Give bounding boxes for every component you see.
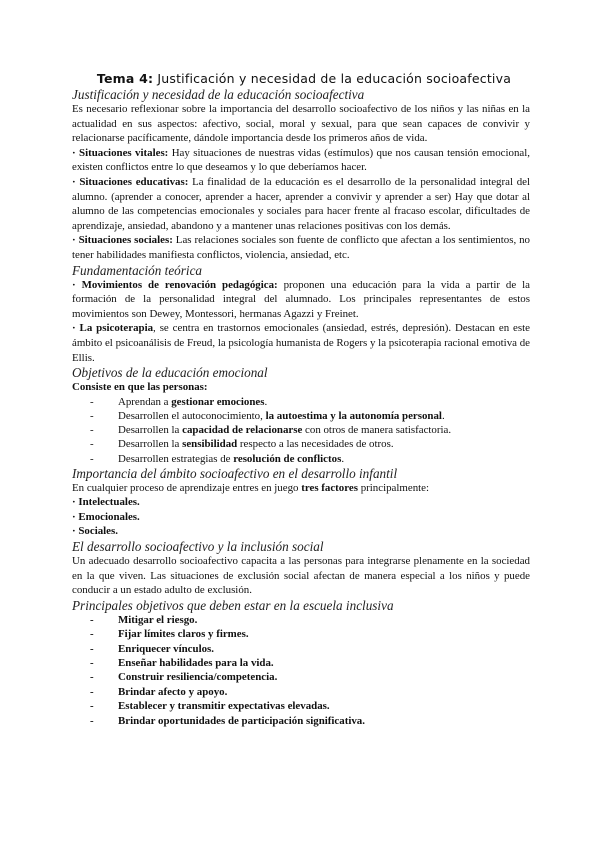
list-item xyxy=(90,395,530,409)
intro-paragraph: Es necesario reflexionar sobre la importancia del desarrollo socioafectivo de los niños y las niñas en la actualidad en sus aspectos: afectivo, social, moral y sexual, para que sean capaces de convivir y relacionarse pacíficamente, dándole importancia desde los primeros años de vida. xyxy=(72,103,530,145)
item-bold: resolución de conflictos xyxy=(233,452,342,465)
list-item xyxy=(90,452,530,466)
item-bold: gestionar emociones xyxy=(171,395,265,408)
document-title xyxy=(78,70,530,87)
document-page xyxy=(72,70,530,728)
movimientos-paragraph xyxy=(72,278,530,322)
list-item xyxy=(90,423,530,437)
psicoterapia-paragraph xyxy=(72,321,530,365)
item-bold: capacidad de relacionarse xyxy=(182,424,303,437)
factor-text: · Intelectuales. xyxy=(72,496,140,509)
vitales-text: Hay situaciones de nuestras vidas (estímulos) que nos causan tensión emocional, existen conflictos entre lo que deseamos y lo que deberíamos hacer. xyxy=(72,146,530,174)
inclusion-paragraph: Un adecuado desarrollo socioafectivo capacita a las personas para integrarse plenamente en la sociedad en la que viven. Las situaciones de exclusión social afectan de manera especial a los niños y puede conducir a un estado adulto de exclusión. xyxy=(72,555,530,597)
intro-bold: tres factores xyxy=(301,481,358,494)
list-item: - Brindar afecto y apoyo. xyxy=(90,685,530,699)
heading-inclusion: El desarrollo socioafectivo y la inclusión social xyxy=(72,539,324,555)
factor-emocionales xyxy=(72,510,530,525)
psicoterapia-text: , se centra en trastornos emocionales (ansiedad, estrés, depresión). Destacan en este ámbito el psicoanálisis de Freud, la psicología humanista de Rogers y la psicoterapia racional emotiva de Ellis. xyxy=(72,322,530,364)
factor-intelectuales xyxy=(72,495,530,510)
movimientos-text: proponen una educación para la vida a partir de la formación de la personalidad integral del alumnado. Los principales representantes de estos movimientos son Dewey, Montessori, hermanas Agazzi y Freinet. xyxy=(72,278,530,320)
educativas-paragraph xyxy=(72,175,530,233)
item-text: Aprendan a xyxy=(118,395,172,408)
factor-text: · Emocionales. xyxy=(72,510,140,523)
item-text: Desarrollen la xyxy=(118,424,183,437)
list-item: - Construir resiliencia/competencia. xyxy=(90,670,530,684)
factor-sociales xyxy=(72,524,530,539)
item-text: Desarrollen el autoconocimiento, xyxy=(118,409,266,422)
intro-pre: En cualquier proceso de aprendizaje entres en juego xyxy=(72,481,302,494)
item-text: . xyxy=(441,409,445,422)
item-text: Desarrollen la xyxy=(118,438,183,451)
vitales-label: · Situaciones vitales: xyxy=(72,146,169,159)
educativas-label: · Situaciones educativas: xyxy=(72,175,189,188)
psicoterapia-label: · La psicoterapia xyxy=(72,322,154,335)
item-text: con otros de manera satisfactoria. xyxy=(302,424,452,437)
escuela-inclusiva-list xyxy=(72,613,530,728)
sociales-text: Las relaciones sociales son fuente de conflicto que afectan a los sentimientos, no tener habilidades manifiesta conflictos, violencia, ansiedad, etc. xyxy=(72,234,530,261)
item-bold: sensibilidad xyxy=(182,438,238,451)
title-rest: Justificación y necesidad de la educación socioafectiva xyxy=(153,71,512,86)
movimientos-label: · Movimientos de renovación pedagógica: xyxy=(72,278,278,291)
list-item xyxy=(90,437,530,451)
item-text: . xyxy=(341,452,345,465)
list-item: - Enriquecer vínculos. xyxy=(90,642,530,656)
list-item: - Establecer y transmitir expectativas elevadas. xyxy=(90,699,530,713)
heading-escuela-inclusiva: Principales objetivos que deben estar en la escuela inclusiva xyxy=(72,597,394,613)
importancia-intro xyxy=(72,481,530,496)
objetivos-lead xyxy=(72,380,530,395)
sociales-paragraph xyxy=(72,233,530,262)
list-item xyxy=(90,409,530,423)
heading-justificacion: Justificación y necesidad de la educación socioafectiva xyxy=(72,87,365,102)
sociales-label: · Situaciones sociales: xyxy=(72,234,173,247)
item-text: . xyxy=(264,395,268,408)
heading-importancia: Importancia del ámbito socioafectivo en el desarrollo infantil xyxy=(72,465,398,481)
objetivos-list xyxy=(72,395,530,466)
item-bold: la autoestima y la autonomía personal xyxy=(265,409,442,422)
title-lead: Tema 4: xyxy=(96,71,154,86)
heading-fundamentacion: Fundamentación teórica xyxy=(72,262,203,278)
item-text: Desarrollen estrategias de xyxy=(118,452,234,465)
intro-post: principalmente: xyxy=(357,481,430,494)
heading-objetivos: Objetivos de la educación emocional xyxy=(72,365,268,381)
list-item: - Brindar oportunidades de participación significativa. xyxy=(90,714,530,728)
factor-text: · Sociales. xyxy=(72,525,118,538)
item-text: respecto a las necesidades de otros. xyxy=(237,438,394,451)
list-item: - Fijar límites claros y firmes. xyxy=(90,627,530,641)
educativas-text: La finalidad de la educación es el desarrollo de la personalidad integral del alumno. (aprender a conocer, aprender a hacer, aprender a convivir y aprender a ser) Hay que dotar al alumno de las competencias emocionales y sociales para hacer frente al fracaso escolar, dificultades de aprendizaje, ansiedad, abandono y a mantener unas relaciones positivas con los demás. xyxy=(72,175,531,232)
list-item: - Mitigar el riesgo. xyxy=(90,613,530,627)
list-item: - Enseñar habilidades para la vida. xyxy=(90,656,530,670)
objetivos-lead-text: Consiste en que las personas: xyxy=(72,381,208,394)
vitales-paragraph xyxy=(72,146,530,175)
